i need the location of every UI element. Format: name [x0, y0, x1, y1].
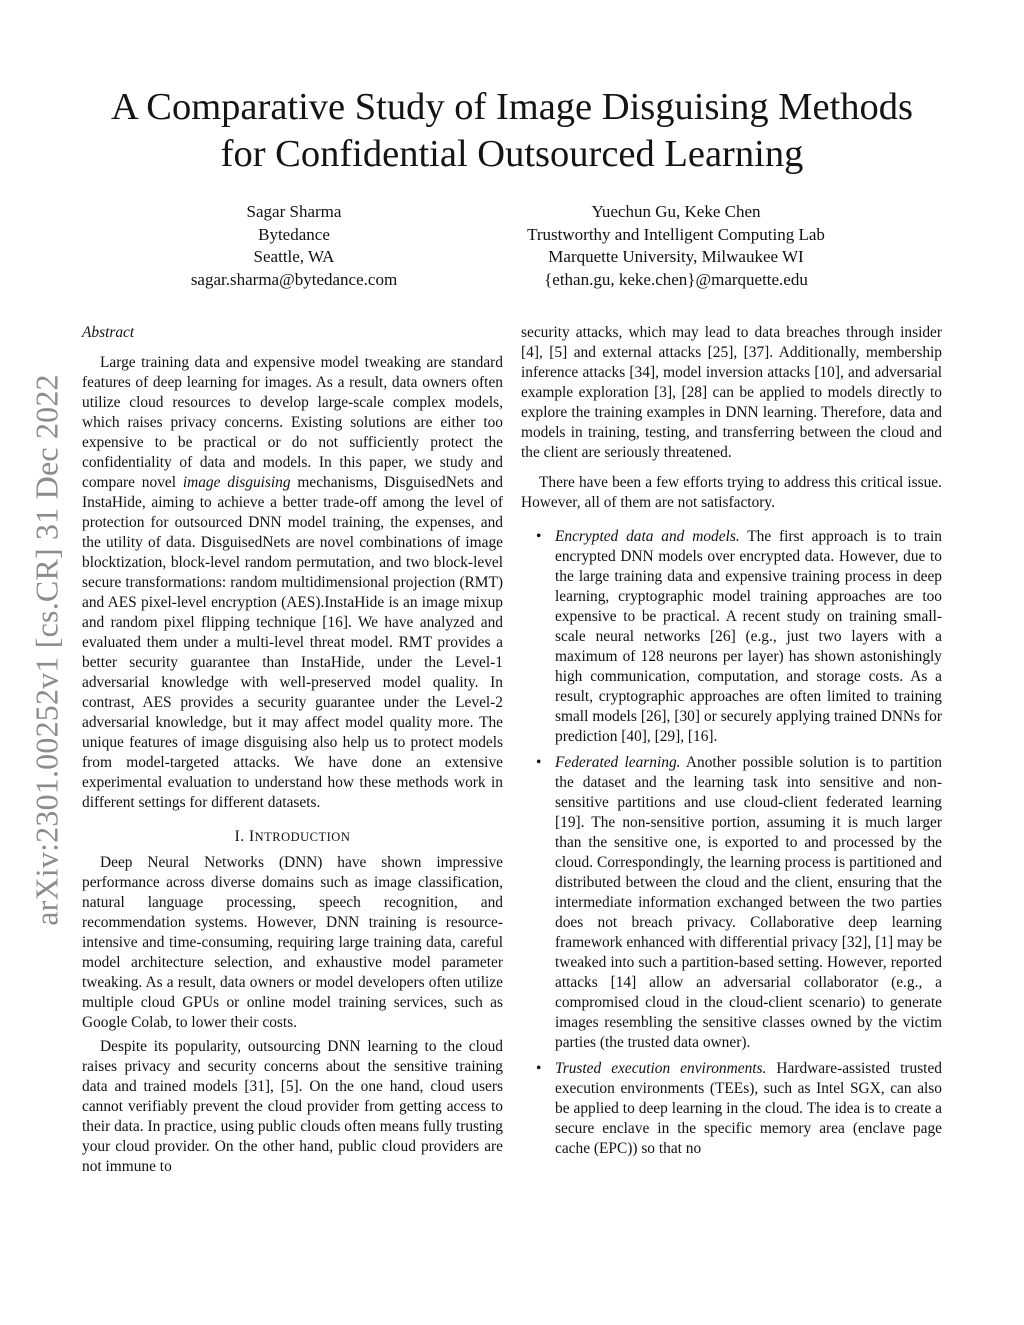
list-item-text: The first approach is to train encrypted DNN models over encrypted data. However, due to the large training data and expensive training process in deep learning, cryptographic model training approaches are too expensive to be practical. A recent study on training small-scale neural networks [26] (e.g., just two layers with a maximum of 128 neurons per layer) has shown astonishingly high communication, computation, and storage costs. As a result, cryptographic approaches are often limited to training small models [26], [30] or securely applying trained DNNs for prediction [40], [29], [16].: [555, 528, 942, 745]
list-item: [521, 753, 942, 1053]
intro-continuation: security attacks, which may lead to data breaches through insider [4], [5] and external attacks [25], [37]. Additionally, membership inference attacks [34], model inversion attacks [10], and adversarial example exploration [3], [28] can be applied to models directly to explore the training examples in DNN learning. Therefore, data and models in training, testing, and transferring between the cloud and the client are seriously threatened.: [521, 324, 942, 461]
author-1-email: sagar.sharma@bytedance.com: [190, 269, 398, 289]
author-2-university: Marquette University, Milwaukee WI: [548, 247, 804, 266]
abstract-text: Large training data and expensive model tweaking are standard features of deep learning for images. As a result, data owners often utilize cloud resources to develop large-scale complex models, which raises privacy concerns. Existing solutions are either too expensive to be practical or do not sufficiently protect the confidentiality of data and models. In this paper, we study and compare novel image disguising mechanisms, DisguisedNets and InstaHide, aiming to achieve a better trade-off among the level of protection for outsourced DNN model training, the expenses, and the utility of data. DisguisedNets are novel combinations of image blocktization, block-level random permutation, and two block-level secure transformations: random multidimensional projection (RMT) and AES pixel-level encryption (AES).InstaHide is an image mixup and random pixel flipping technique [16]. We have analyzed and evaluated them under a multi-level threat model. RMT provides a better security guarantee than InstaHide, under the Level-1 adversarial knowledge with well-preserved model quality. In contrast, AES provides a security guarantee under the Level-2 adversarial knowledge, but it may affect model quality more. The unique features of image disguising also help us to protect models from model-targeted attacks. We have done an extensive experimental evaluation to understand how these methods work in different settings for different datasets.: [82, 354, 503, 811]
author-1-location: Seattle, WA: [253, 247, 335, 266]
abstract-heading: Abstract: [82, 324, 135, 341]
left-column: [82, 323, 503, 1177]
bullet-icon: •: [536, 754, 542, 771]
approach-list: [521, 527, 942, 1159]
section-heading-introduction: I. INTRODUCTION: [234, 828, 351, 845]
author-2-lab: Trustworthy and Intelligent Computing Lab: [527, 224, 825, 244]
list-item-title: Federated learning.: [555, 754, 681, 771]
arxiv-identifier: arXiv:2301.00252v1 [cs.CR] 31 Dec 2022: [28, 374, 65, 926]
title-line-1: A Comparative Study of Image Disguising Methods: [110, 86, 913, 128]
author-block-1: [144, 201, 444, 291]
list-item-text: Another possible solution is to partition the dataset and the learning task into sensitive and non-sensitive partitions and use cloud-client federated learning [19]. The non-sensitive portion, assuming it is much larger than the sensitive one, is exported to and processed by the cloud. Correspondingly, the learning process is partitioned and distributed between the cloud and the client, ensuring that the intermediate information exchanged between the two parties does not breach privacy. Collaborative deep learning framework enhanced with differential privacy [32], [1] may be tweaked into such a partition-based setting. However, reported attacks [14] allow an adversarial collaborator (e.g., a compromised cloud in the cloud-client scenario) to generate images resembling the sensitive classes owned by the victim parties (the trusted data owner).: [555, 754, 942, 1051]
list-item-text: Hardware-assisted trusted execution environments (TEEs), such as Intel SGX, can also be applied to deep learning in the cloud. The idea is to create a secure enclave in the specific memory area (enclave page cache (EPC)) so that no: [555, 1060, 942, 1157]
intro-paragraph-3: There have been a few efforts trying to address this critical issue. However, all of them are not satisfactory.: [521, 474, 942, 511]
title-line-2: for Confidential Outsourced Learning: [220, 133, 804, 175]
abstract-emphasis: image disguising: [182, 474, 291, 491]
right-column: [521, 323, 942, 1165]
author-2-names: Yuechun Gu, Keke Chen: [591, 202, 761, 221]
list-item-title: Encrypted data and models.: [555, 528, 740, 545]
list-item: [521, 527, 942, 747]
list-item-title: Trusted execution environments.: [555, 1060, 767, 1077]
bullet-icon: •: [536, 1060, 542, 1077]
intro-paragraph-1: Deep Neural Networks (DNN) have shown impressive performance across diverse domains such as image classification, natural language processing, speech recognition, and recommendation systems. However, DNN training is resource-intensive and time-consuming, requiring large training data, careful model architecture selection, and exhaustive model parameter tweaking. As a result, data owners or model developers often utilize multiple cloud GPUs or online model training services, such as Google Colab, to lower their costs.: [82, 854, 503, 1031]
bullet-icon: •: [536, 528, 542, 545]
list-item: [521, 1059, 942, 1159]
author-1-affiliation: Bytedance: [258, 224, 330, 244]
author-block-2: [476, 201, 876, 291]
paper-title: [40, 84, 984, 178]
author-1-name: Sagar Sharma: [246, 202, 342, 221]
author-2-emails: {ethan.gu, keke.chen}@marquette.edu: [544, 269, 808, 289]
intro-paragraph-2: Despite its popularity, outsourcing DNN learning to the cloud raises privacy and security concerns about the sensitive training data and trained models [31], [5]. On the one hand, cloud users cannot verifiably prevent the cloud provider from getting access to their data. In practice, using public clouds often means fully trusting your cloud provider. On the other hand, public cloud providers are not immune to: [82, 1038, 503, 1175]
